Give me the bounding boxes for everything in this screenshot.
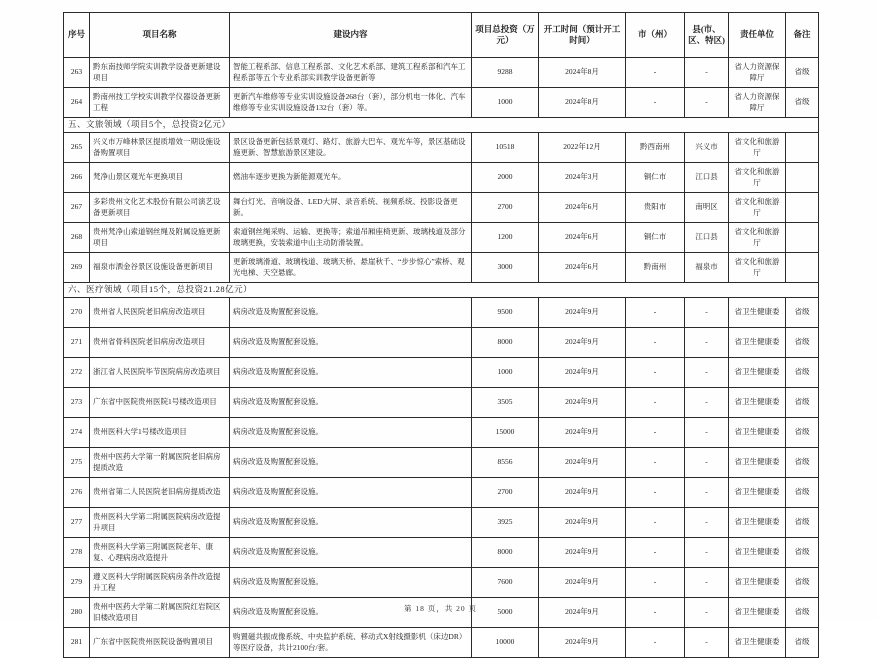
project-name: 贵州医科大学第三附属医院老年、康复、心理病房改造提升 (90, 538, 230, 568)
responsible-unit: 省卫生健康委 (729, 598, 786, 628)
header-county: 县(市、区、特区) (685, 13, 729, 58)
start-time: 2022年12月 (539, 133, 626, 163)
row-no: 273 (64, 388, 90, 418)
note: 省级 (786, 358, 819, 388)
row-no: 276 (64, 478, 90, 508)
construction-content: 病房改造及购置配套设施。 (230, 328, 472, 358)
note: 省级 (786, 298, 819, 328)
construction-content: 索道钢丝绳采购、运输、更换等；索道吊厢座椅更新、玻璃栈道及部分玻璃更换，安装索道中山主动防滑装置。 (230, 223, 472, 253)
table-row (64, 358, 819, 388)
header-investment: 项目总投资（万元） (472, 13, 539, 58)
section-header: 五、文旅领域（项目5个，总投资2亿元） (64, 118, 819, 133)
table-row (64, 223, 819, 253)
row-no: 277 (64, 508, 90, 538)
note (786, 223, 819, 253)
construction-content: 更新汽车维修等专业实训设施设备268台（套），部分机电一体化、汽车维修等专业实训设施设备132台（套）等。 (230, 88, 472, 118)
construction-content: 燃油车逐步更换为新能源观光车。 (230, 163, 472, 193)
responsible-unit: 省卫生健康委 (729, 538, 786, 568)
responsible-unit: 省卫生健康委 (729, 478, 786, 508)
construction-content: 病房改造及购置配套设施。 (230, 598, 472, 628)
city: - (626, 598, 685, 628)
city: - (626, 328, 685, 358)
investment: 7600 (472, 568, 539, 598)
header-project-name: 项目名称 (90, 13, 230, 58)
header-note: 备注 (786, 13, 819, 58)
page-footer: 第 18 页，共 20 页 (404, 604, 477, 613)
note: 省级 (786, 448, 819, 478)
investment: 1000 (472, 358, 539, 388)
project-name: 黔东南技师学院实训教学设备更新建设项目 (90, 58, 230, 88)
row-no: 266 (64, 163, 90, 193)
county: - (685, 598, 729, 628)
header-city: 市（州） (626, 13, 685, 58)
city: 铜仁市 (626, 163, 685, 193)
table-row (64, 193, 819, 223)
note (786, 253, 819, 283)
project-name: 贵州中医药大学第二附属医院红岩院区旧楼改造项目 (90, 598, 230, 628)
note: 省级 (786, 88, 819, 118)
note: 省级 (786, 628, 819, 658)
start-time: 2024年9月 (539, 598, 626, 628)
investment: 3925 (472, 508, 539, 538)
responsible-unit: 省文化和旅游厅 (729, 223, 786, 253)
start-time: 2024年9月 (539, 358, 626, 388)
note: 省级 (786, 508, 819, 538)
county: 江口县 (685, 223, 729, 253)
city: - (626, 508, 685, 538)
note (786, 133, 819, 163)
header-start-time: 开工时间（预计开工时间） (539, 13, 626, 58)
start-time: 2024年9月 (539, 478, 626, 508)
project-name: 贵州省人民医院老旧病房改造项目 (90, 298, 230, 328)
header-responsible-unit: 责任单位 (729, 13, 786, 58)
start-time: 2024年9月 (539, 328, 626, 358)
responsible-unit: 省卫生健康委 (729, 418, 786, 448)
table-row (64, 478, 819, 508)
table-row (64, 88, 819, 118)
row-no: 279 (64, 568, 90, 598)
note: 省级 (786, 478, 819, 508)
responsible-unit: 省卫生健康委 (729, 508, 786, 538)
construction-content: 病房改造及购置配套设施。 (230, 358, 472, 388)
table-row (64, 328, 819, 358)
table-row (64, 133, 819, 163)
note: 省级 (786, 58, 819, 88)
county: - (685, 418, 729, 448)
start-time: 2024年6月 (539, 223, 626, 253)
project-name: 广东省中医院贵州医院1号楼改造项目 (90, 388, 230, 418)
table-row (64, 388, 819, 418)
construction-content: 病房改造及购置配套设施。 (230, 568, 472, 598)
construction-content: 病房改造及购置配套设施。 (230, 388, 472, 418)
responsible-unit: 省人力资源保障厅 (729, 88, 786, 118)
construction-content: 购置磁共振成像系统、中央监护系统、移动式X射线摄影机（床边DR）等医疗设备，共计2100台/套。 (230, 628, 472, 658)
responsible-unit: 省文化和旅游厅 (729, 253, 786, 283)
county: 兴义市 (685, 133, 729, 163)
city: - (626, 58, 685, 88)
row-no: 269 (64, 253, 90, 283)
table-row (64, 538, 819, 568)
note: 省级 (786, 598, 819, 628)
construction-content: 景区设备更新包括景观灯、路灯、旅游大巴车、观光车等，景区基础设施更新、智慧旅游景区建设。 (230, 133, 472, 163)
responsible-unit: 省人力资源保障厅 (729, 58, 786, 88)
table-row (64, 508, 819, 538)
row-no: 263 (64, 58, 90, 88)
note (786, 163, 819, 193)
table-row (64, 163, 819, 193)
start-time: 2024年8月 (539, 58, 626, 88)
responsible-unit: 省卫生健康委 (729, 358, 786, 388)
start-time: 2024年9月 (539, 538, 626, 568)
construction-content: 病房改造及购置配套设施。 (230, 418, 472, 448)
construction-content: 病房改造及购置配套设施。 (230, 478, 472, 508)
table-row (64, 253, 819, 283)
city: - (626, 628, 685, 658)
project-name: 梵净山景区观光车更换项目 (90, 163, 230, 193)
county: - (685, 508, 729, 538)
investment: 3000 (472, 253, 539, 283)
county: - (685, 328, 729, 358)
project-name: 兴义市万峰林景区提质增效一期设施设备购置项目 (90, 133, 230, 163)
project-name: 贵州医科大学第二附属医院病房改造提升项目 (90, 508, 230, 538)
start-time: 2024年3月 (539, 163, 626, 193)
city: 黔南州 (626, 253, 685, 283)
construction-content: 病房改造及购置配套设施。 (230, 448, 472, 478)
table-row (64, 58, 819, 88)
note: 省级 (786, 388, 819, 418)
city: - (626, 478, 685, 508)
county: - (685, 568, 729, 598)
county: - (685, 88, 729, 118)
start-time: 2024年9月 (539, 418, 626, 448)
table-header-row (64, 13, 819, 58)
row-no: 267 (64, 193, 90, 223)
investment: 5000 (472, 598, 539, 628)
county: - (685, 358, 729, 388)
city: 贵阳市 (626, 193, 685, 223)
city: 铜仁市 (626, 223, 685, 253)
construction-content: 智能工程系部、信息工程系部、文化艺术系部、建筑工程系部和汽车工程系部等五个专业系部实训教学设备更新等 (230, 58, 472, 88)
construction-content: 更新玻璃滑道、玻璃栈道、玻璃天桥、悬崖秋千、“步步惊心”索桥、观光电梯、天空悬廊。 (230, 253, 472, 283)
responsible-unit: 省卫生健康委 (729, 388, 786, 418)
start-time: 2024年9月 (539, 448, 626, 478)
city: - (626, 88, 685, 118)
construction-content: 舞台灯光、音响设备、LED大屏、录音系统、视频系统、投影设备更新。 (230, 193, 472, 223)
investment: 2000 (472, 163, 539, 193)
investment: 10000 (472, 628, 539, 658)
investment: 1000 (472, 88, 539, 118)
note: 省级 (786, 418, 819, 448)
project-name: 浙江省人民医院毕节医院病房改造项目 (90, 358, 230, 388)
county: - (685, 298, 729, 328)
start-time: 2024年9月 (539, 508, 626, 538)
table-row (64, 418, 819, 448)
project-name: 贵州中医药大学第一附属医院老旧病房提质改造 (90, 448, 230, 478)
section-row (64, 283, 819, 298)
responsible-unit: 省卫生健康委 (729, 568, 786, 598)
row-no: 275 (64, 448, 90, 478)
county: - (685, 448, 729, 478)
project-name: 广东省中医院贵州医院设备购置项目 (90, 628, 230, 658)
construction-content: 病房改造及购置配套设施。 (230, 508, 472, 538)
project-name: 多彩贵州文化艺术股份有限公司演艺设备更新项目 (90, 193, 230, 223)
investment: 3505 (472, 388, 539, 418)
row-no: 265 (64, 133, 90, 163)
table-row (64, 448, 819, 478)
row-no: 280 (64, 598, 90, 628)
city: - (626, 388, 685, 418)
construction-content: 病房改造及购置配套设施。 (230, 298, 472, 328)
investment: 9288 (472, 58, 539, 88)
table-body (64, 58, 819, 658)
table-row (64, 568, 819, 598)
row-no: 281 (64, 628, 90, 658)
city: - (626, 568, 685, 598)
investment: 10518 (472, 133, 539, 163)
construction-content: 病房改造及购置配套设施。 (230, 538, 472, 568)
county: 江口县 (685, 163, 729, 193)
responsible-unit: 省文化和旅游厅 (729, 133, 786, 163)
city: 黔西南州 (626, 133, 685, 163)
table-row (64, 298, 819, 328)
header-row-no: 序号 (64, 13, 90, 58)
start-time: 2024年8月 (539, 88, 626, 118)
note: 省级 (786, 538, 819, 568)
investment: 8000 (472, 328, 539, 358)
responsible-unit: 省卫生健康委 (729, 298, 786, 328)
project-name: 贵州省第二人民医院老旧病房提质改造 (90, 478, 230, 508)
investment: 2700 (472, 193, 539, 223)
row-no: 270 (64, 298, 90, 328)
project-name: 黔南州技工学校实训教学仪器设备更新工程 (90, 88, 230, 118)
row-no: 268 (64, 223, 90, 253)
responsible-unit: 省卫生健康委 (729, 448, 786, 478)
note: 省级 (786, 328, 819, 358)
county: - (685, 538, 729, 568)
county: - (685, 58, 729, 88)
table-row (64, 628, 819, 658)
investment: 8556 (472, 448, 539, 478)
row-no: 274 (64, 418, 90, 448)
county: 福泉市 (685, 253, 729, 283)
city: - (626, 358, 685, 388)
county: - (685, 628, 729, 658)
start-time: 2024年9月 (539, 568, 626, 598)
investment: 9500 (472, 298, 539, 328)
header-construction-content: 建设内容 (230, 13, 472, 58)
row-no: 264 (64, 88, 90, 118)
project-name: 遵义医科大学附属医院病房条件改造提升工程 (90, 568, 230, 598)
responsible-unit: 省卫生健康委 (729, 628, 786, 658)
city: - (626, 448, 685, 478)
investment: 8000 (472, 538, 539, 568)
city: - (626, 418, 685, 448)
note: 省级 (786, 568, 819, 598)
row-no: 271 (64, 328, 90, 358)
start-time: 2024年9月 (539, 298, 626, 328)
county: - (685, 478, 729, 508)
responsible-unit: 省卫生健康委 (729, 328, 786, 358)
section-header: 六、医疗领域（项目15个，总投资21.28亿元） (64, 283, 819, 298)
start-time: 2024年6月 (539, 193, 626, 223)
investment: 1200 (472, 223, 539, 253)
responsible-unit: 省文化和旅游厅 (729, 163, 786, 193)
project-name: 贵州医科大学1号楼改造项目 (90, 418, 230, 448)
city: - (626, 298, 685, 328)
investment: 15000 (472, 418, 539, 448)
note (786, 193, 819, 223)
section-row (64, 118, 819, 133)
start-time: 2024年9月 (539, 628, 626, 658)
start-time: 2024年6月 (539, 253, 626, 283)
row-no: 278 (64, 538, 90, 568)
project-name: 福泉市洒金谷景区设施设备更新项目 (90, 253, 230, 283)
project-table (63, 12, 819, 658)
project-name: 贵州梵净山索道钢丝绳及附属设施更新项目 (90, 223, 230, 253)
county: - (685, 388, 729, 418)
city: - (626, 538, 685, 568)
start-time: 2024年9月 (539, 388, 626, 418)
investment: 2700 (472, 478, 539, 508)
county: 南明区 (685, 193, 729, 223)
responsible-unit: 省文化和旅游厅 (729, 193, 786, 223)
row-no: 272 (64, 358, 90, 388)
project-name: 贵州省骨科医院老旧病房改造项目 (90, 328, 230, 358)
